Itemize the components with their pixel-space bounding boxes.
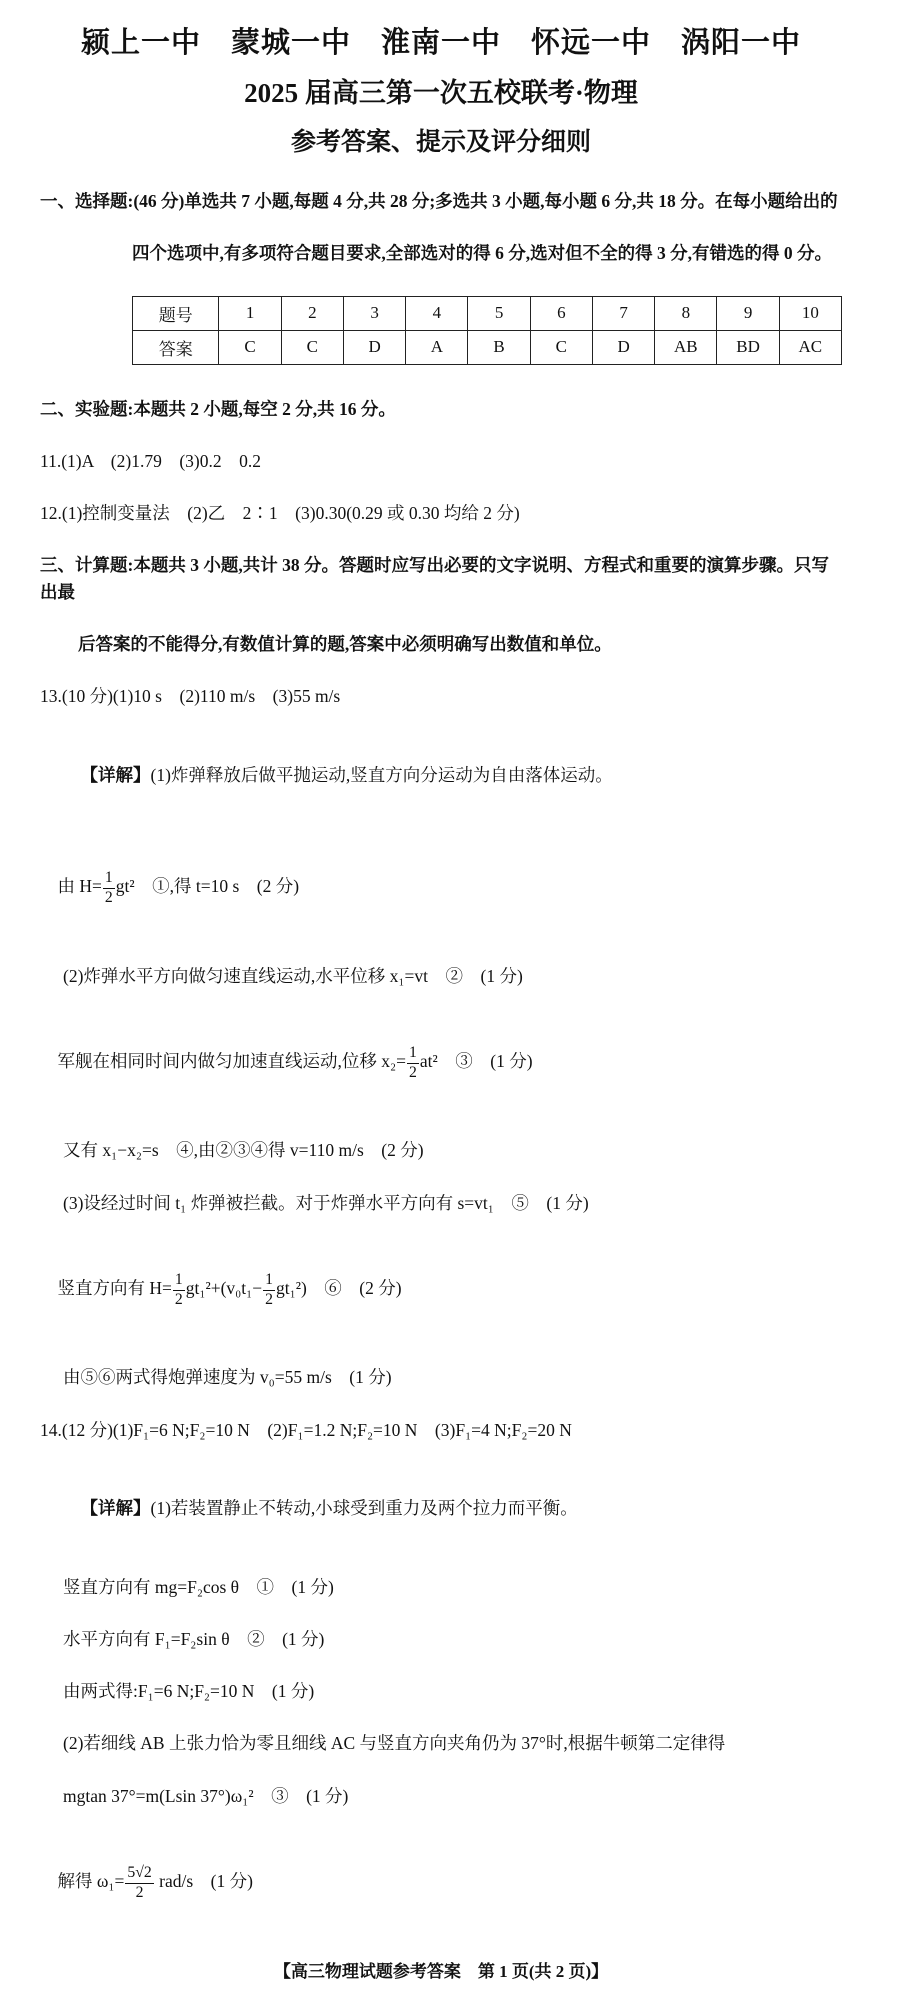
q11-answer-line: 11.(1)A (2)1.79 (3)0.2 0.2 (40, 450, 261, 471)
table-cell: D (592, 330, 654, 364)
section3-heading-line1: 三、计算题:本题共 3 小题,共计 38 分。答题时应写出必要的文字说明、方程式和重要的演算步骤。只写出最 (40, 555, 829, 602)
formula-text: rad/s (1 分) (154, 1870, 253, 1891)
formula-text: 军舰在相同时间内做匀加速直线运动,位移 x₂= (57, 1050, 406, 1071)
q13-step-4: 又有 x₁−x₂=s ④,由②③④得 v=110 m/s (2 分) (63, 1140, 424, 1161)
q14-head-line: 14.(12 分)(1)F₁=6 N;F₂=10 N (2)F₁=1.2 N;F₂=10 N (3)F₁=4 N;F₂=20 N (40, 1419, 572, 1440)
q14-step-5: mgtan 37°=m(Lsin 37°)ω₁² ③ (1 分) (63, 1785, 349, 1806)
q14-step-4: (2)若细线 AB 上张力恰为零且细线 AC 与竖直方向夹角仍为 37°时,根据牛顿第二定律得 (63, 1733, 726, 1754)
table-cell: 答案 (133, 330, 219, 364)
fraction (263, 1272, 275, 1308)
table-cell: 7 (592, 296, 654, 330)
q13-detail-line (63, 735, 842, 814)
fraction-numerator: 1 (173, 1272, 185, 1291)
table-cell: 4 (406, 296, 468, 330)
table-cell: 2 (281, 296, 343, 330)
fraction-denominator: 2 (174, 1290, 183, 1308)
table-cell: D (343, 330, 405, 364)
formula-text: at² ③ (1 分) (419, 1050, 533, 1071)
q14-detail-line (63, 1469, 842, 1548)
q13-formula-6 (40, 1246, 842, 1335)
formula-text: gt₁²+(v₀t₁− (185, 1277, 263, 1298)
q13-formula-1 (40, 844, 842, 933)
formula-text: 解得 ω₁= (57, 1870, 125, 1891)
fraction-numerator: 1 (263, 1272, 275, 1291)
fraction (103, 870, 115, 906)
table-cell: 10 (779, 296, 841, 330)
table-cell: 5 (468, 296, 530, 330)
formula-text: 竖直方向有 H= (57, 1277, 172, 1298)
page-footer: 【高三物理试题参考答案 第 1 页(共 2 页)】 (273, 1961, 609, 1981)
fraction-numerator: 1 (407, 1045, 419, 1064)
table-cell: 6 (530, 296, 592, 330)
table-cell: 3 (343, 296, 405, 330)
q14-step-2: 水平方向有 F₁=F₂sin θ ② (1 分) (63, 1628, 325, 1649)
detail-text: (1)若装置静止不转动,小球受到重力及两个拉力而平衡。 (150, 1498, 578, 1519)
section3-heading-line2: 后答案的不能得分,有数值计算的题,答案中必须明确写出数值和单位。 (78, 633, 612, 654)
formula-text: 由 H= (57, 876, 102, 897)
fraction-denominator: 2 (104, 888, 113, 906)
detail-text: (1)炸弹释放后做平抛运动,竖直方向分运动为自由落体运动。 (150, 764, 613, 785)
q14-step-3: 由两式得:F₁=6 N;F₂=10 N (1 分) (63, 1681, 315, 1702)
fraction (173, 1272, 185, 1308)
table-cell: 1 (219, 296, 281, 330)
fraction-denominator: 2 (408, 1063, 417, 1081)
q14-formula-6 (40, 1839, 842, 1928)
fraction-numerator: 1 (103, 870, 115, 889)
table-cell: 题号 (133, 296, 219, 330)
q13-step-7: 由⑤⑥两式得炮弹速度为 v₀=55 m/s (1 分) (63, 1367, 392, 1388)
table-cell: 9 (717, 296, 779, 330)
answer-table (132, 296, 842, 365)
section1-heading-line2: 四个选项中,有多项符合题目要求,全部选对的得 6 分,选对但不全的得 3 分,有错选的得 0 分。 (132, 243, 832, 264)
q14-step-1: 竖直方向有 mg=F₂cos θ ① (1 分) (63, 1576, 334, 1597)
q13-formula-3 (40, 1019, 842, 1108)
fraction (407, 1045, 419, 1081)
page-title-exam: 2025 届高三第一次五校联考·物理 (244, 78, 638, 108)
formula-text: gt² ①,得 t=10 s (2 分) (115, 876, 300, 897)
page-title-schools: 颍上一中 蒙城一中 淮南一中 怀远一中 涡阳一中 (80, 27, 801, 59)
page-title-subtitle: 参考答案、提示及评分细则 (290, 129, 591, 156)
section2-heading: 二、实验题:本题共 2 小题,每空 2 分,共 16 分。 (40, 398, 396, 419)
table-cell: C (281, 330, 343, 364)
fraction-numerator: 5√2 (125, 1865, 153, 1884)
answer-table-question-row (133, 296, 842, 330)
fraction-denominator: 2 (135, 1883, 144, 1901)
table-cell: 8 (655, 296, 717, 330)
table-cell: C (219, 330, 281, 364)
table-cell: AB (655, 330, 717, 364)
table-cell: B (468, 330, 530, 364)
detail-label: 【详解】 (80, 764, 151, 785)
q13-step-2: (2)炸弹水平方向做匀速直线运动,水平位移 x₁=vt ② (1 分) (63, 965, 523, 986)
fraction (125, 1865, 153, 1901)
fraction-denominator: 2 (265, 1290, 273, 1308)
q12-answer-line: 12.(1)控制变量法 (2)乙 2∶1 (3)0.30(0.29 或 0.30 均给 2 分) (40, 503, 520, 523)
table-cell: AC (779, 330, 841, 364)
q13-head-line: 13.(10 分)(1)10 s (2)110 m/s (3)55 m/s (40, 686, 341, 706)
detail-label: 【详解】 (80, 1498, 151, 1519)
table-cell: C (530, 330, 592, 364)
table-cell: A (406, 330, 468, 364)
q13-step-5: (3)设经过时间 t₁ 炸弹被拦截。对于炸弹水平方向有 s=vt₁ ⑤ (1 分) (63, 1192, 589, 1213)
section1-heading-line1: 一、选择题:(46 分)单选共 7 小题,每题 4 分,共 28 分;多选共 3 小题,每小题 6 分,共 18 分。在每小题给出的 (40, 191, 838, 211)
table-cell: BD (717, 330, 779, 364)
answer-table-answer-row (133, 330, 842, 364)
formula-text: gt₁²) ⑥ (2 分) (275, 1277, 402, 1298)
